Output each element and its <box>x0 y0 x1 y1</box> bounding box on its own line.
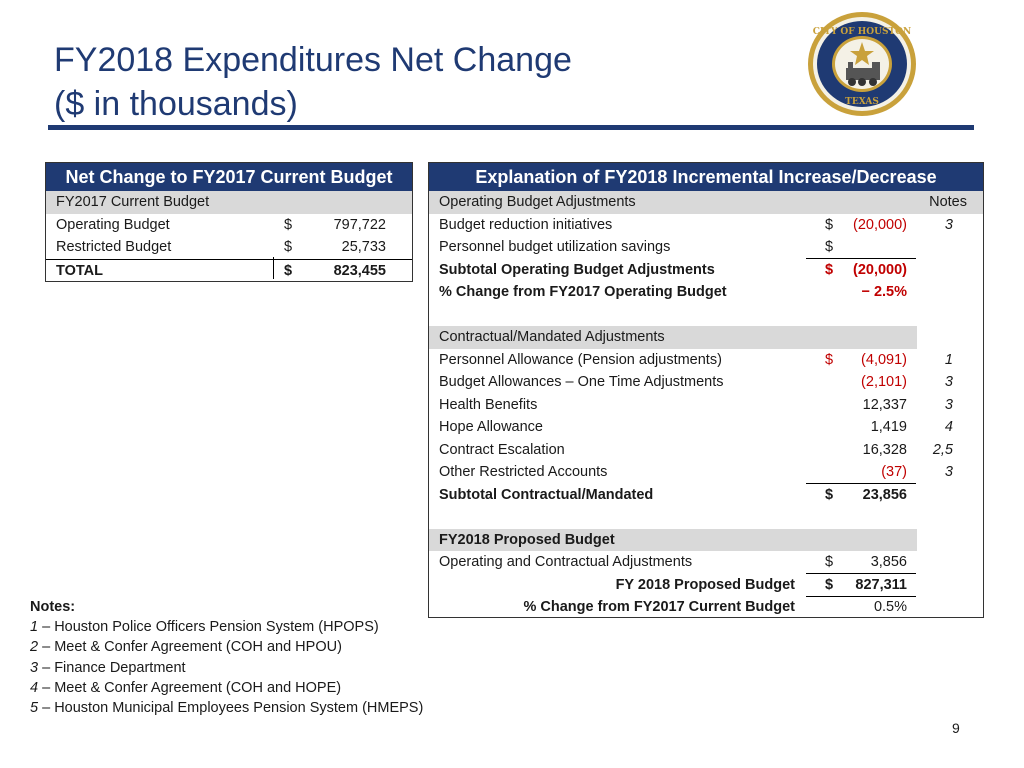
row-label: Restricted Budget <box>56 239 172 255</box>
row-label: Personnel budget utilization savings <box>439 239 671 255</box>
table-row <box>429 191 983 214</box>
subtotal-rule <box>806 483 916 484</box>
total-rule <box>806 573 916 574</box>
subtotal-value: 23,856 <box>862 486 907 503</box>
row-dollar: $ <box>284 216 293 233</box>
pct-label: % Change from FY2017 Operating Budget <box>439 284 727 300</box>
table-row <box>429 439 983 462</box>
pct-value: − 2.5% <box>861 284 907 300</box>
row-dollar: $ <box>825 239 834 255</box>
notes-section <box>30 597 423 718</box>
row-value: (20,000) <box>852 216 907 233</box>
note-item <box>30 678 423 698</box>
row-value: 16,328 <box>862 441 907 458</box>
title-line-2: ($ in thousands) <box>54 85 298 123</box>
table-row <box>429 596 983 619</box>
total-dollar: $ <box>284 262 293 279</box>
note-number: 2 <box>30 639 39 656</box>
row-dollar: $ <box>825 554 834 570</box>
note-number: 3 <box>30 659 39 676</box>
table-row <box>429 529 917 552</box>
table-row <box>429 461 983 484</box>
subtotal-dollar: $ <box>825 486 834 503</box>
note-item <box>30 637 423 657</box>
note-item <box>30 658 423 678</box>
row-dollar: $ <box>825 216 834 233</box>
note-item <box>30 698 423 718</box>
table-row <box>429 214 983 237</box>
table-row <box>46 236 412 259</box>
row-dollar: $ <box>284 239 293 255</box>
explanation-table <box>428 162 984 618</box>
row-value: (37) <box>881 464 907 480</box>
row-label: Operating Budget <box>56 216 170 233</box>
subtotal-rule <box>806 258 916 259</box>
pct-change-row <box>429 281 983 304</box>
note-item <box>30 617 423 637</box>
row-note: 1 <box>944 351 953 368</box>
row-label: Other Restricted Accounts <box>439 464 608 480</box>
title-line-1: FY2018 Expenditures Net Change <box>54 41 572 79</box>
row-label: Personnel Allowance (Pension adjustments) <box>439 351 722 368</box>
row-note: 3 <box>944 396 953 413</box>
page-title <box>54 38 572 126</box>
table-row <box>429 236 983 259</box>
city-seal-icon <box>806 10 918 118</box>
note-number: 4 <box>30 679 39 696</box>
subtotal-value: (20,000) <box>852 261 907 278</box>
section-label: Operating Budget Adjustments <box>439 194 636 210</box>
table-row <box>429 551 983 574</box>
title-divider <box>48 125 974 130</box>
row-value: (2,101) <box>861 374 907 390</box>
row-value: (4,091) <box>861 351 907 368</box>
row-label: Contract Escalation <box>439 441 565 458</box>
proposed-budget-value: 827,311 <box>855 576 907 593</box>
explanation-header: Explanation of FY2018 Incremental Increase/Decrease <box>429 163 983 191</box>
row-value: 3,856 <box>870 554 907 570</box>
table-row <box>429 349 983 372</box>
left-total-divider <box>273 257 274 279</box>
row-note: 2,5 <box>932 441 953 458</box>
row-note: 3 <box>944 216 953 233</box>
page-number: 9 <box>952 720 960 736</box>
table-row <box>429 326 917 349</box>
row-value: 797,722 <box>333 216 386 233</box>
row-value: 1,419 <box>870 419 907 435</box>
total-label: TOTAL <box>56 262 103 279</box>
seal-top-text: CITY OF HOUSTON <box>812 27 912 37</box>
note-number: 5 <box>30 700 39 717</box>
note-text: – Houston Municipal Employees Pension System (HMEPS) <box>38 700 424 717</box>
row-note: 4 <box>944 419 953 435</box>
note-text: – Meet & Confer Agreement (COH and HPOU) <box>38 639 342 656</box>
note-text: – Meet & Confer Agreement (COH and HOPE) <box>38 679 342 696</box>
proposed-budget-label: FY 2018 Proposed Budget <box>615 576 795 593</box>
subtotal-row <box>429 259 983 282</box>
section-label: FY2018 Proposed Budget <box>439 531 615 548</box>
section-label: FY2017 Current Budget <box>56 194 210 210</box>
subtotal-dollar: $ <box>825 261 834 278</box>
table-row <box>429 416 983 439</box>
seal-bottom-text: TEXAS <box>845 97 879 107</box>
row-value: 25,733 <box>341 239 386 255</box>
spacer-row <box>429 304 983 327</box>
pct-label: % Change from FY2017 Current Budget <box>523 599 795 615</box>
row-note: 3 <box>944 374 953 390</box>
row-dollar: $ <box>825 351 834 368</box>
net-change-table <box>45 162 413 282</box>
table-row <box>429 394 983 417</box>
total-value: 823,455 <box>333 262 386 279</box>
subtotal-row <box>429 484 983 507</box>
note-text: – Finance Department <box>38 659 186 676</box>
net-change-header: Net Change to FY2017 Current Budget <box>46 163 412 191</box>
row-label: Budget reduction initiatives <box>439 216 613 233</box>
row-label: Budget Allowances – One Time Adjustments <box>439 374 724 390</box>
total-row <box>46 259 412 282</box>
notes-column-header: Notes <box>929 194 967 210</box>
total-rule <box>806 596 916 597</box>
row-label: Hope Allowance <box>439 419 543 435</box>
proposed-budget-row <box>429 574 983 597</box>
note-text: – Houston Police Officers Pension System (HPOPS) <box>38 619 379 636</box>
table-row <box>46 191 412 214</box>
table-row <box>429 371 983 394</box>
spacer-row <box>429 506 983 529</box>
proposed-budget-dollar: $ <box>825 576 834 593</box>
subtotal-label: Subtotal Operating Budget Adjustments <box>439 261 715 278</box>
row-label: Operating and Contractual Adjustments <box>439 554 693 570</box>
table-row <box>46 214 412 237</box>
note-number: 1 <box>30 619 39 636</box>
row-note: 3 <box>944 464 953 480</box>
section-label: Contractual/Mandated Adjustments <box>439 329 665 345</box>
row-value: 12,337 <box>862 396 907 413</box>
pct-value: 0.5% <box>873 599 907 615</box>
subtotal-label: Subtotal Contractual/Mandated <box>439 486 654 503</box>
notes-heading: Notes: <box>30 599 76 615</box>
row-label: Health Benefits <box>439 396 538 413</box>
